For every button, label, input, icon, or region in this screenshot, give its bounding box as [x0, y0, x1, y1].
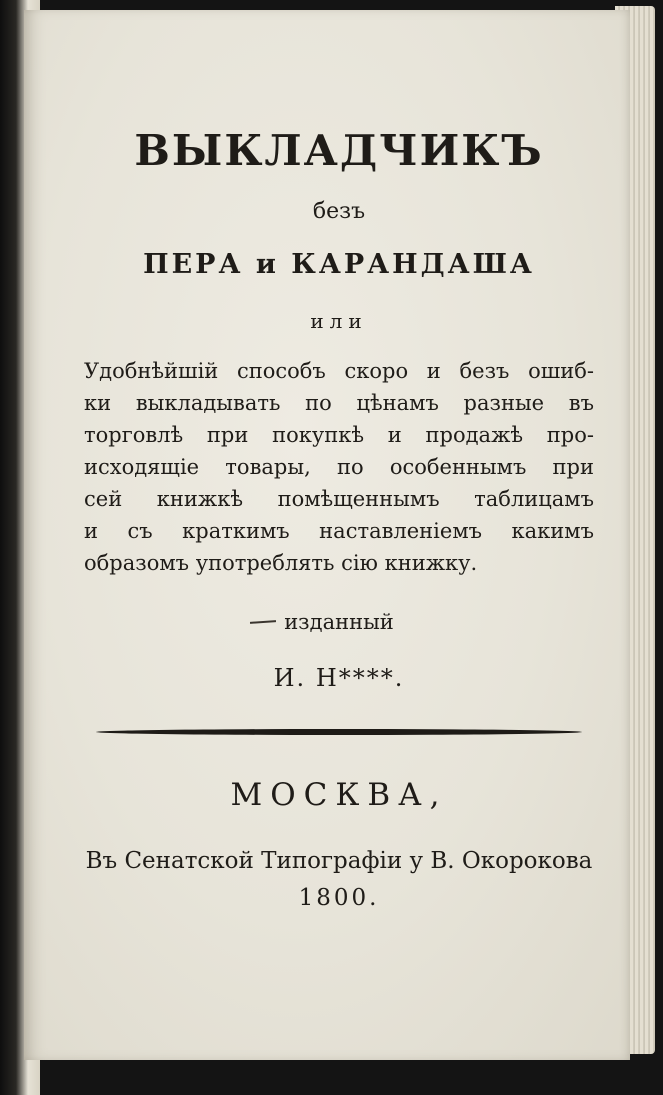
imprint-press: Въ Сенатской Типографіи у В. Окорокова: [85, 848, 593, 874]
published-label: изданный: [284, 610, 394, 634]
description-line: Удобнѣйшій способъ скоро и безъ ошиб-: [84, 359, 594, 383]
description-paragraph: [84, 355, 594, 579]
book-title: ВЫКЛАДЧИКЪ: [134, 126, 544, 175]
imprint-city: МОСКВА,: [230, 777, 448, 813]
description-line: ки выкладывать по цѣнамъ разные въ: [84, 391, 594, 415]
title-page: [24, 10, 630, 1060]
title-page-content: [54, 125, 624, 913]
title-connector-ili: или: [310, 309, 368, 333]
divider-rule: [96, 729, 582, 735]
description-line: и съ краткимъ наставленіемъ какимъ: [84, 519, 594, 543]
description-line: исходящіе товары, по особеннымъ при: [84, 455, 594, 479]
description-line: сей книжкѣ помѣщеннымъ таблицамъ: [84, 487, 594, 511]
published-by-line: [54, 607, 624, 637]
description-line: образомъ употреблять сію книжку.: [84, 551, 478, 575]
book-subtitle: ПЕРА и КАРАНДАША: [143, 249, 535, 280]
title-connector-bez: безъ: [312, 199, 366, 224]
ink-mark: [250, 620, 276, 624]
imprint-year: 1800.: [298, 885, 380, 911]
description-line: торговлѣ при покупкѣ и продажѣ про-: [84, 423, 594, 447]
author-initials: И. Н****.: [273, 664, 405, 692]
